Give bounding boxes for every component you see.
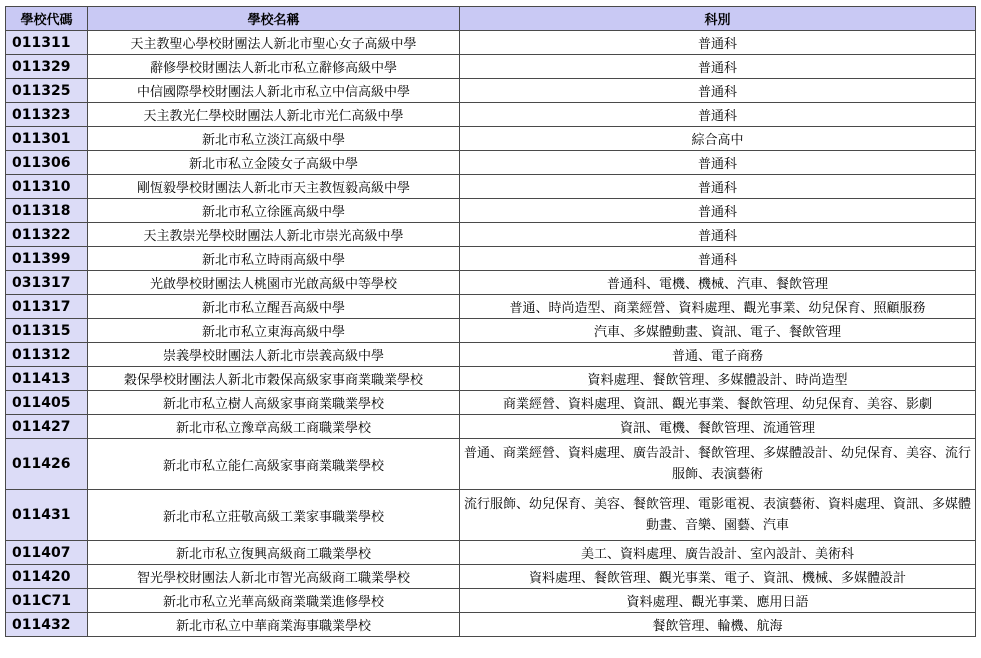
programs-cell: 資訊、電機、餐飲管理、流通管理 bbox=[460, 415, 976, 439]
school-name-cell: 崇義學校財團法人新北市崇義高級中學 bbox=[88, 343, 460, 367]
table-header-row bbox=[6, 7, 976, 31]
school-code-cell: 011325 bbox=[6, 79, 88, 103]
school-table bbox=[5, 6, 976, 637]
table-row bbox=[6, 367, 976, 391]
table-row bbox=[6, 247, 976, 271]
table-row bbox=[6, 589, 976, 613]
table-row bbox=[6, 79, 976, 103]
school-code-cell: 011399 bbox=[6, 247, 88, 271]
programs-cell: 普通科 bbox=[460, 175, 976, 199]
programs-cell: 普通科 bbox=[460, 151, 976, 175]
school-name-cell: 新北市私立中華商業海事職業學校 bbox=[88, 613, 460, 637]
school-code-cell: 031317 bbox=[6, 271, 88, 295]
programs-cell: 普通科 bbox=[460, 31, 976, 55]
programs-cell: 普通科 bbox=[460, 103, 976, 127]
table-row bbox=[6, 415, 976, 439]
school-name-cell: 剛恆毅學校財團法人新北市天主教恆毅高級中學 bbox=[88, 175, 460, 199]
programs-cell: 普通、時尚造型、商業經營、資料處理、觀光事業、幼兒保育、照顧服務 bbox=[460, 295, 976, 319]
school-name-cell: 新北市私立莊敬高級工業家事職業學校 bbox=[88, 490, 460, 541]
school-code-cell: 011318 bbox=[6, 199, 88, 223]
programs-cell: 綜合高中 bbox=[460, 127, 976, 151]
programs-cell: 資料處理、餐飲管理、觀光事業、電子、資訊、機械、多媒體設計 bbox=[460, 565, 976, 589]
programs-cell: 普通科 bbox=[460, 199, 976, 223]
school-name-cell: 新北市私立豫章高級工商職業學校 bbox=[88, 415, 460, 439]
school-code-cell: 011310 bbox=[6, 175, 88, 199]
school-name-cell: 辭修學校財團法人新北市私立辭修高級中學 bbox=[88, 55, 460, 79]
school-code-cell: 011405 bbox=[6, 391, 88, 415]
school-code-cell: 011431 bbox=[6, 490, 88, 541]
school-name-cell: 光啟學校財團法人桃園市光啟高級中等學校 bbox=[88, 271, 460, 295]
table-row bbox=[6, 199, 976, 223]
table-row bbox=[6, 103, 976, 127]
table-row bbox=[6, 295, 976, 319]
school-code-cell: 011312 bbox=[6, 343, 88, 367]
school-code-cell: 011317 bbox=[6, 295, 88, 319]
table-row bbox=[6, 127, 976, 151]
header-school-code: 學校代碼 bbox=[6, 7, 88, 31]
school-code-cell: 011306 bbox=[6, 151, 88, 175]
programs-cell: 餐飲管理、輪機、航海 bbox=[460, 613, 976, 637]
school-code-cell: 011413 bbox=[6, 367, 88, 391]
programs-cell: 普通、商業經營、資料處理、廣告設計、餐飲管理、多媒體設計、幼兒保育、美容、流行服飾、表演藝術 bbox=[460, 439, 976, 490]
school-name-cell: 智光學校財團法人新北市智光高級商工職業學校 bbox=[88, 565, 460, 589]
programs-cell: 普通科 bbox=[460, 223, 976, 247]
school-name-cell: 新北市私立光華高級商業職業進修學校 bbox=[88, 589, 460, 613]
programs-cell: 美工、資料處理、廣告設計、室內設計、美術科 bbox=[460, 541, 976, 565]
school-name-cell: 穀保學校財團法人新北市穀保高級家事商業職業學校 bbox=[88, 367, 460, 391]
programs-cell: 流行服飾、幼兒保育、美容、餐飲管理、電影電視、表演藝術、資料處理、資訊、多媒體動畫、音樂、園藝、汽車 bbox=[460, 490, 976, 541]
table-row bbox=[6, 565, 976, 589]
school-name-cell: 中信國際學校財團法人新北市私立中信高級中學 bbox=[88, 79, 460, 103]
school-name-cell: 新北市私立復興高級商工職業學校 bbox=[88, 541, 460, 565]
school-code-cell: 011301 bbox=[6, 127, 88, 151]
header-school-name: 學校名稱 bbox=[88, 7, 460, 31]
school-name-cell: 新北市私立樹人高級家事商業職業學校 bbox=[88, 391, 460, 415]
table-row bbox=[6, 271, 976, 295]
header-programs: 科別 bbox=[460, 7, 976, 31]
programs-cell: 普通科 bbox=[460, 79, 976, 103]
table-row bbox=[6, 490, 976, 541]
programs-cell: 汽車、多媒體動畫、資訊、電子、餐飲管理 bbox=[460, 319, 976, 343]
table-row bbox=[6, 151, 976, 175]
school-name-cell: 新北市私立醒吾高級中學 bbox=[88, 295, 460, 319]
school-code-cell: 011311 bbox=[6, 31, 88, 55]
school-name-cell: 新北市私立能仁高級家事商業職業學校 bbox=[88, 439, 460, 490]
table-row bbox=[6, 319, 976, 343]
school-code-cell: 011420 bbox=[6, 565, 88, 589]
school-name-cell: 天主教崇光學校財團法人新北市崇光高級中學 bbox=[88, 223, 460, 247]
school-code-cell: 011C71 bbox=[6, 589, 88, 613]
school-code-cell: 011329 bbox=[6, 55, 88, 79]
table-row bbox=[6, 439, 976, 490]
table-row bbox=[6, 223, 976, 247]
school-name-cell: 天主教光仁學校財團法人新北市光仁高級中學 bbox=[88, 103, 460, 127]
table-row bbox=[6, 391, 976, 415]
table-row bbox=[6, 175, 976, 199]
school-name-cell: 新北市私立東海高級中學 bbox=[88, 319, 460, 343]
table-row bbox=[6, 31, 976, 55]
school-code-cell: 011407 bbox=[6, 541, 88, 565]
table-row bbox=[6, 55, 976, 79]
school-code-cell: 011426 bbox=[6, 439, 88, 490]
school-code-cell: 011432 bbox=[6, 613, 88, 637]
programs-cell: 資料處理、觀光事業、應用日語 bbox=[460, 589, 976, 613]
school-table-container bbox=[5, 6, 975, 637]
school-code-cell: 011323 bbox=[6, 103, 88, 127]
table-row bbox=[6, 343, 976, 367]
school-name-cell: 新北市私立時雨高級中學 bbox=[88, 247, 460, 271]
table-row bbox=[6, 541, 976, 565]
programs-cell: 資料處理、餐飲管理、多媒體設計、時尚造型 bbox=[460, 367, 976, 391]
school-name-cell: 新北市私立徐匯高級中學 bbox=[88, 199, 460, 223]
programs-cell: 商業經營、資料處理、資訊、觀光事業、餐飲管理、幼兒保育、美容、影劇 bbox=[460, 391, 976, 415]
programs-cell: 普通科、電機、機械、汽車、餐飲管理 bbox=[460, 271, 976, 295]
school-code-cell: 011427 bbox=[6, 415, 88, 439]
school-name-cell: 天主教聖心學校財團法人新北市聖心女子高級中學 bbox=[88, 31, 460, 55]
programs-cell: 普通、電子商務 bbox=[460, 343, 976, 367]
school-code-cell: 011322 bbox=[6, 223, 88, 247]
table-row bbox=[6, 613, 976, 637]
school-name-cell: 新北市私立淡江高級中學 bbox=[88, 127, 460, 151]
programs-cell: 普通科 bbox=[460, 55, 976, 79]
school-name-cell: 新北市私立金陵女子高級中學 bbox=[88, 151, 460, 175]
school-code-cell: 011315 bbox=[6, 319, 88, 343]
programs-cell: 普通科 bbox=[460, 247, 976, 271]
